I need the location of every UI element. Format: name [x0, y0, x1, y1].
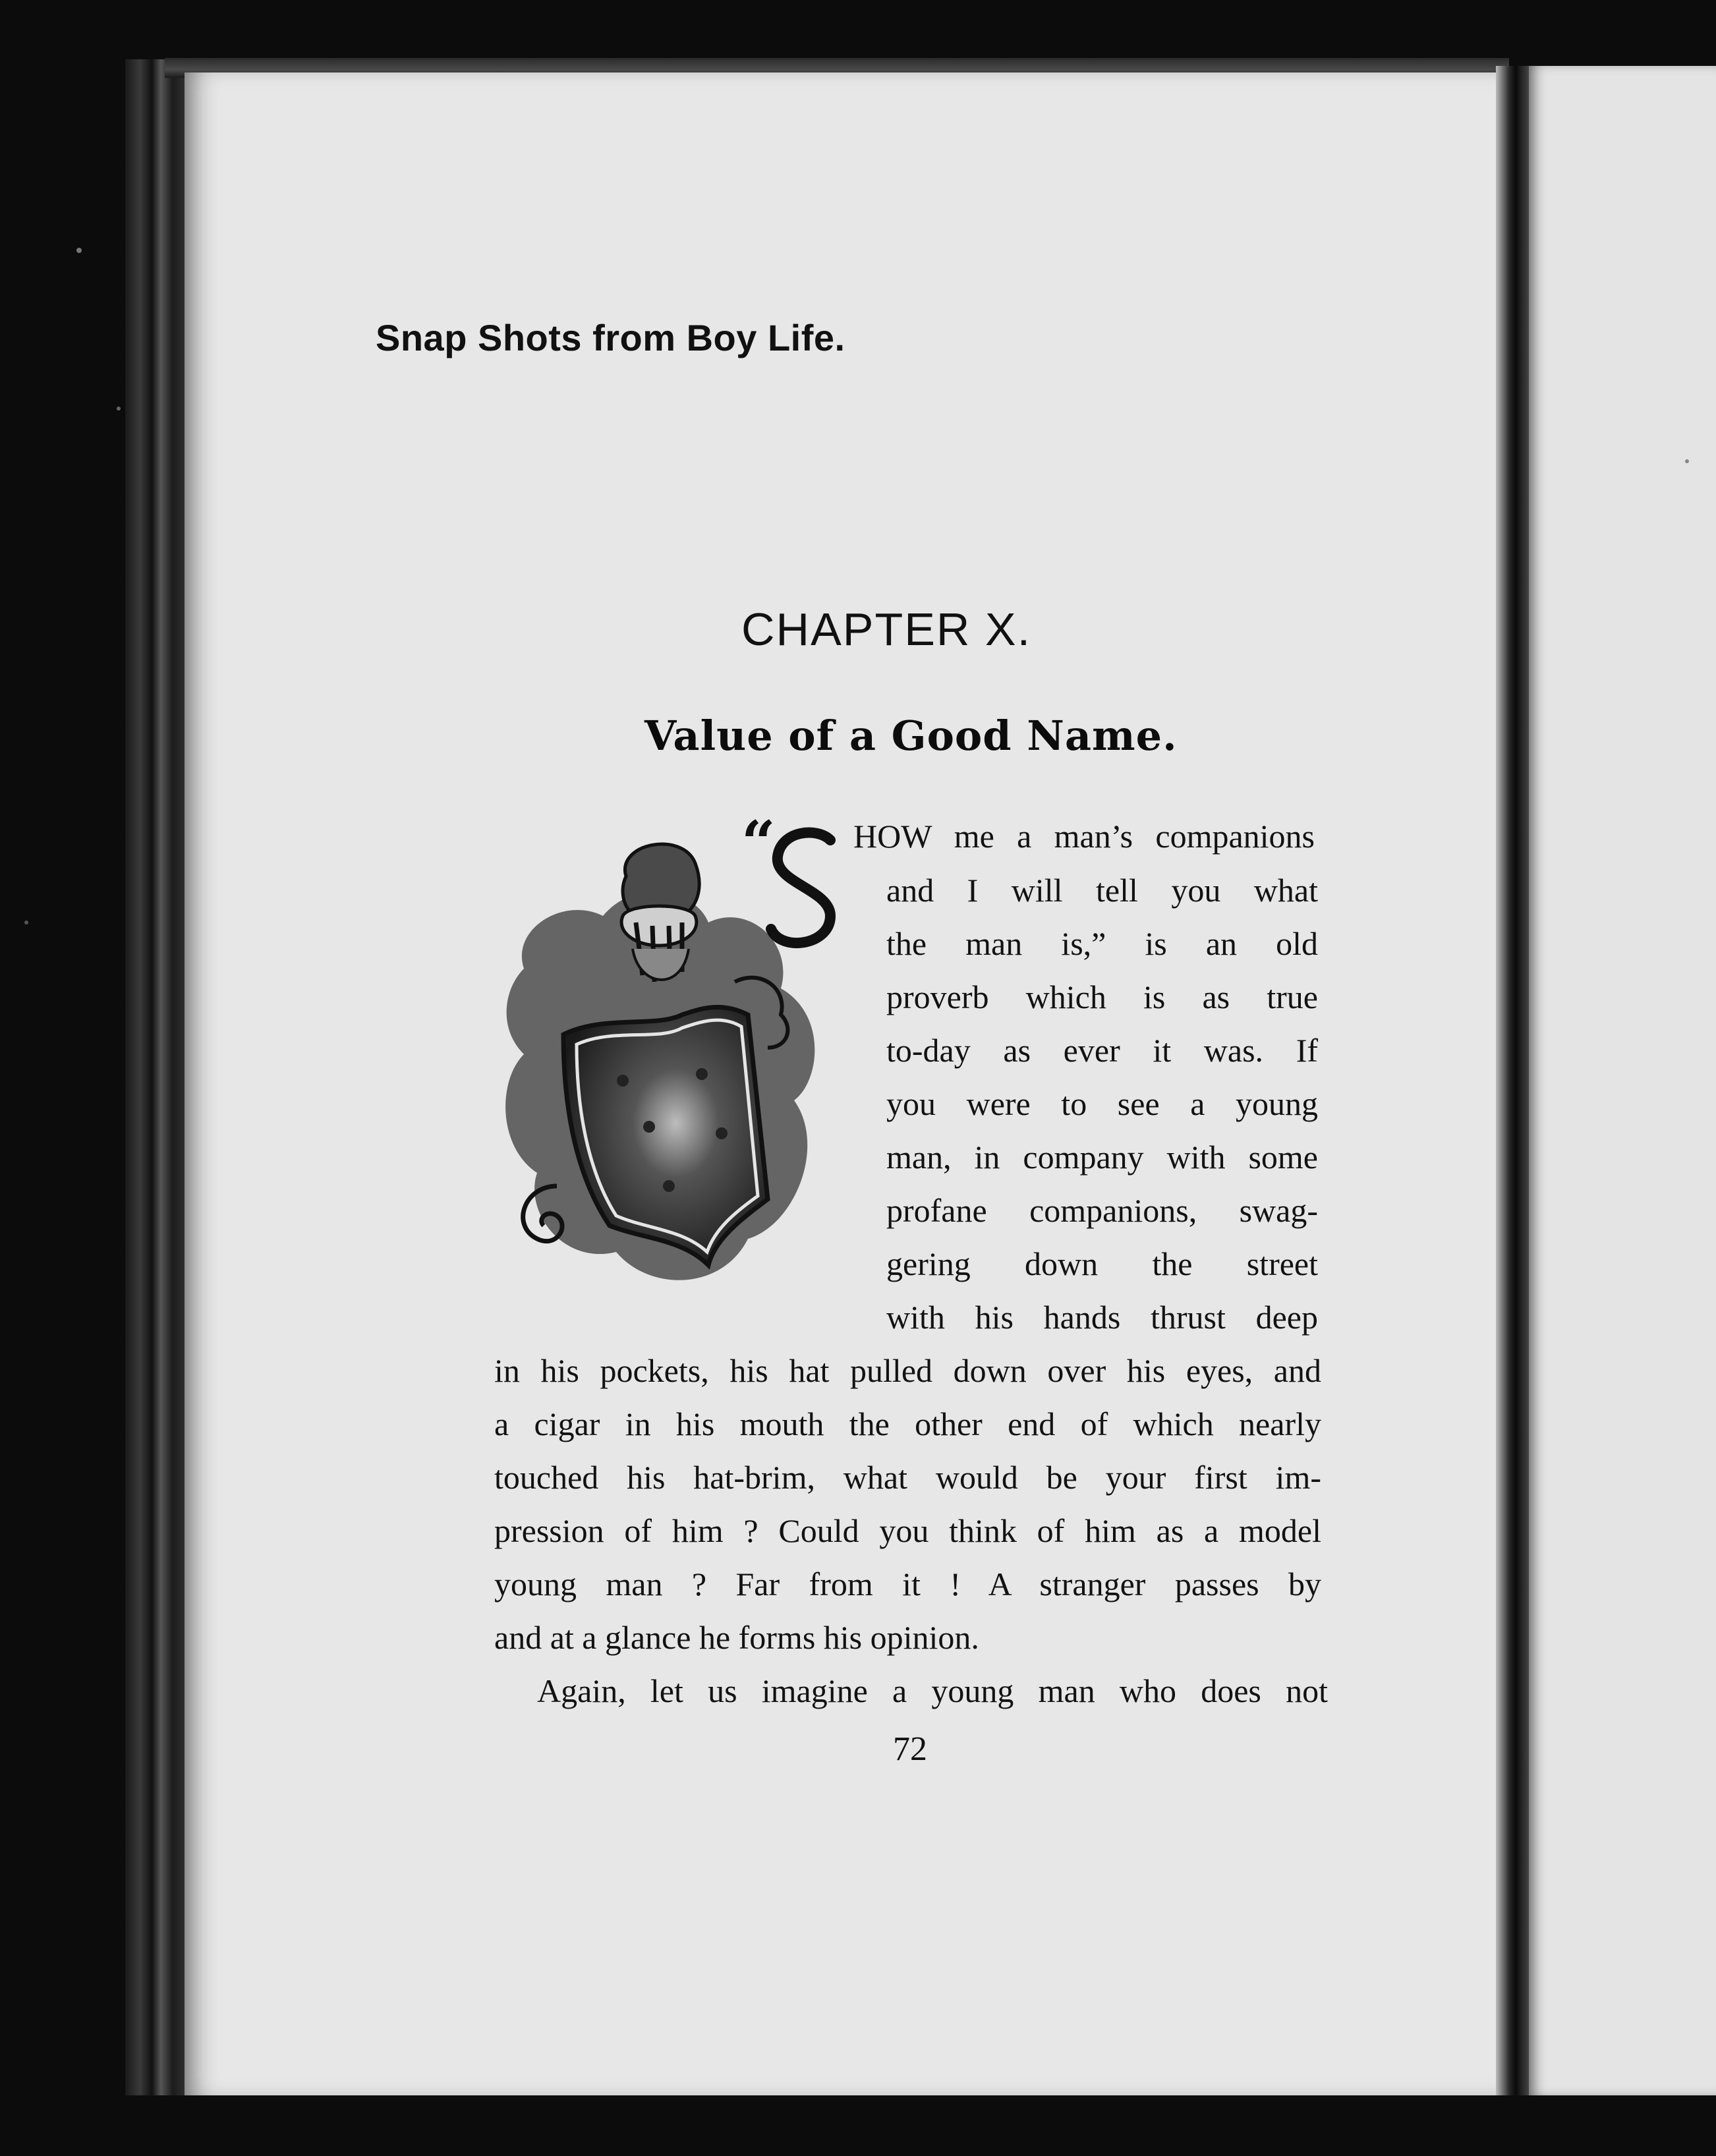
body-line: man, in company with some [886, 1139, 1318, 1176]
body-line: young man ? Far from it ! A stranger passes by [494, 1566, 1321, 1603]
body-line: Again, let us imagine a young man who does not [537, 1672, 1328, 1709]
body-line: and at a glance he forms his opinion. [494, 1619, 979, 1656]
drop-cap-letter: S [484, 817, 485, 818]
body-line: proverb which is as true [886, 979, 1318, 1015]
drop-cap-quote: “ [741, 817, 776, 878]
facing-page-edge [1529, 66, 1716, 2095]
book-gutter [1496, 66, 1529, 2095]
body-line: HOW me a man’s companions [853, 818, 1315, 855]
body-line: in his pockets, his hat pulled down over his eyes, and [494, 1352, 1321, 1389]
body-line: you were to see a young [886, 1085, 1318, 1122]
body-line: profane companions, swag- [886, 1192, 1318, 1229]
drop-cap-ornament [484, 817, 860, 1318]
drop-cap-letter-icon [771, 833, 830, 943]
body-line: a cigar in his mouth the other end of which nearly [494, 1405, 1321, 1442]
page-number: 72 [893, 1730, 927, 1768]
body-line: pression of him ? Could you think of him as a model [494, 1512, 1321, 1549]
chapter-heading: CHAPTER X. [741, 604, 1032, 655]
chapter-title: Value of a Good Name. [644, 712, 1178, 760]
body-line: touched his hat-brim, what would be your first im- [494, 1459, 1321, 1496]
body-line: gering down the street [886, 1245, 1318, 1282]
book-spine-edge [125, 59, 185, 2095]
body-line: with his hands thrust deep [886, 1299, 1318, 1336]
running-head: Snap Shots from Boy Life. [376, 317, 845, 358]
body-line: and I will tell you what [886, 872, 1318, 909]
body-line: to-day as ever it was. If [886, 1032, 1318, 1069]
body-line: the man is,” is an old [886, 925, 1318, 962]
